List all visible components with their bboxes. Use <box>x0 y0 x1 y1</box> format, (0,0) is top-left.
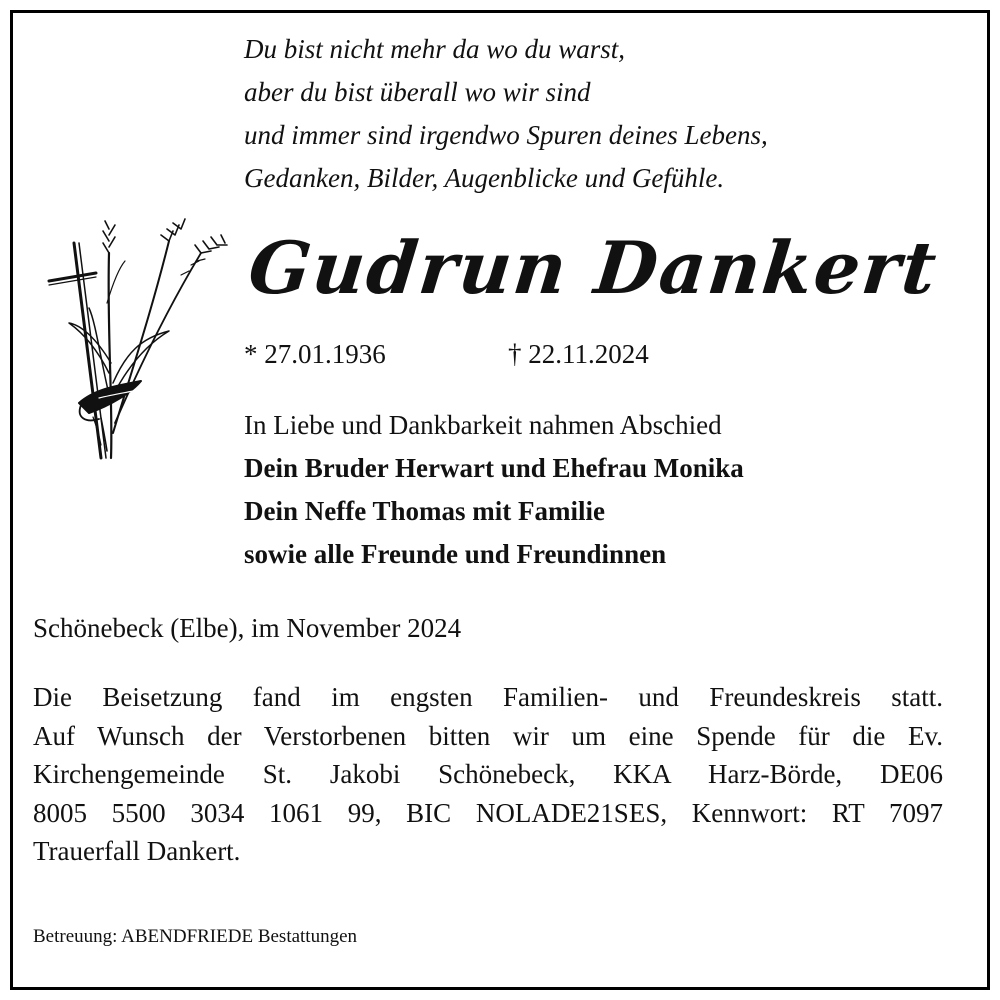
birth-date: * 27.01.1936 <box>244 339 386 369</box>
funeral-home-credit: Betreuung: ABENDFRIEDE Bestattungen <box>33 926 358 947</box>
life-dates <box>244 334 649 374</box>
funeral-text-content: Auf Wunsch der Verstorbenen bitten wir um eine Spende für die Ev. <box>33 720 943 751</box>
funeral-text-content: 8005 5500 3034 1061 99, BIC NOLADE21SES, Kennwort: RT 7097 <box>33 797 943 828</box>
poem-line: und immer sind irgendwo Spuren deines Lebens, <box>244 120 768 150</box>
funeral-text <box>33 678 943 871</box>
mourners-block <box>244 404 744 576</box>
poem <box>244 28 768 200</box>
funeral-text-content: Die Beisetzung fand im engsten Familien- und Freundeskreis statt. <box>33 682 943 712</box>
poem-line: Du bist nicht mehr da wo du warst, <box>244 34 626 64</box>
death-date: † 22.11.2024 <box>508 339 649 369</box>
place-date: Schönebeck (Elbe), im November 2024 <box>33 613 462 643</box>
mourner-line: Dein Bruder Herwart und Ehefrau Monika <box>244 453 744 483</box>
funeral-text-line <box>33 832 943 871</box>
funeral-text-line <box>33 717 943 756</box>
poem-line: Gedanken, Bilder, Augenblicke und Gefühle. <box>244 163 725 193</box>
funeral-text-line <box>33 678 943 717</box>
funeral-text-content: Kirchengemeinde St. Jakobi Schönebeck, KKA Harz-Börde, DE06 <box>33 759 943 789</box>
funeral-text-content: Trauerfall Dankert. <box>33 836 241 866</box>
funeral-text-line <box>33 794 943 833</box>
cross-with-grain-stalks-icon <box>41 213 231 473</box>
funeral-text-line <box>33 755 943 794</box>
mourners-intro: In Liebe und Dankbarkeit nahmen Abschied <box>244 410 722 440</box>
deceased-name: Gudrun Dankert <box>244 225 942 310</box>
mourner-line: sowie alle Freunde und Freundinnen <box>244 539 667 569</box>
mourner-line: Dein Neffe Thomas mit Familie <box>244 496 605 526</box>
poem-line: aber du bist überall wo wir sind <box>244 77 591 107</box>
